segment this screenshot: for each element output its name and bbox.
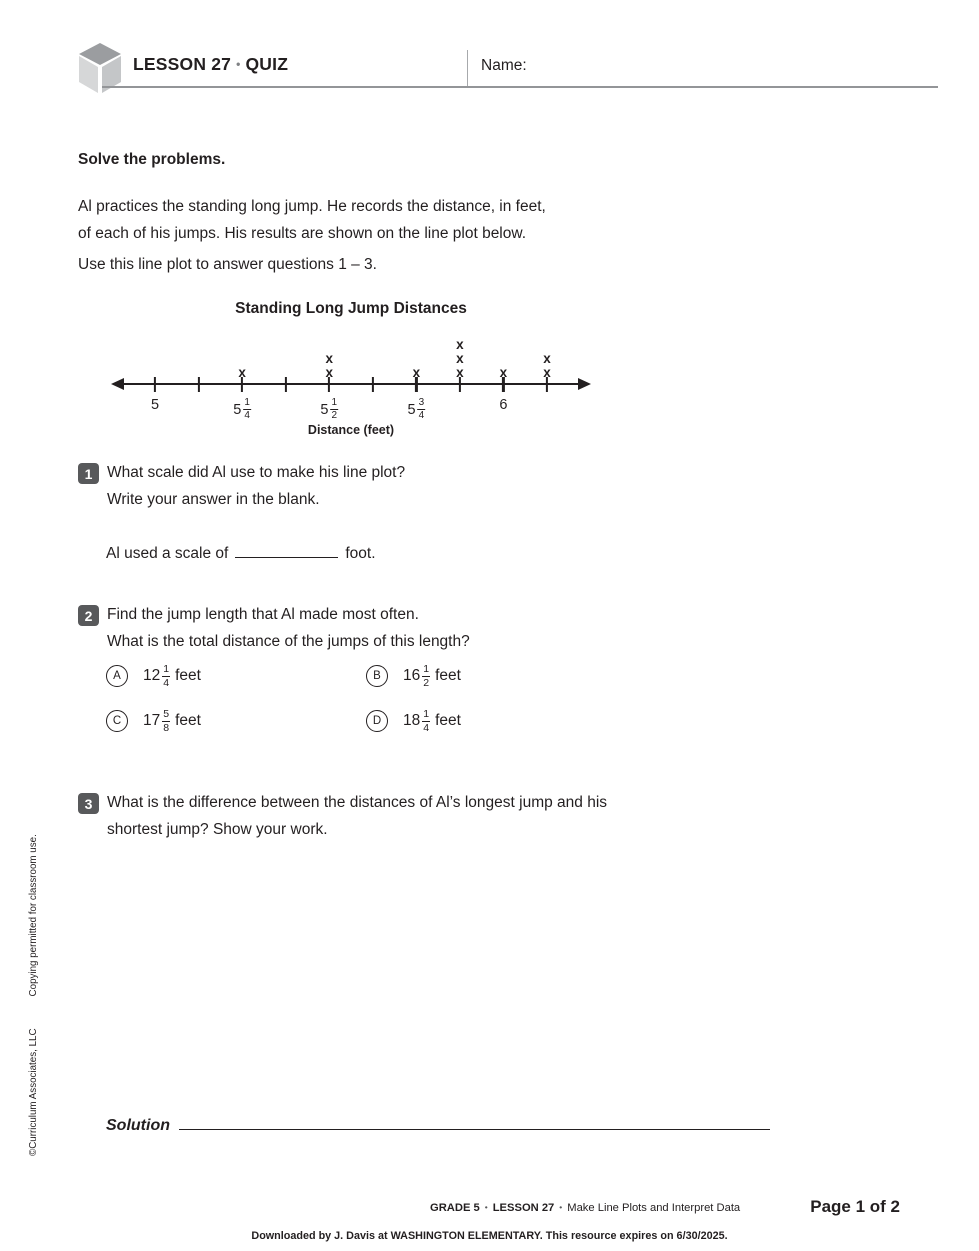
footer-grade: GRADE 5: [430, 1202, 480, 1214]
header-divider: [467, 50, 468, 87]
footer-bullet-icon: •: [484, 1201, 488, 1212]
axis-tick: [154, 377, 156, 392]
plot-title: Standing Long Jump Distances: [235, 300, 467, 317]
fraction-numerator: 3: [418, 397, 425, 408]
x-mark-stack: [543, 352, 551, 380]
question-3: [78, 790, 607, 843]
choice-a-value: 12 $\frac{1}{4}$ feet: [143, 663, 201, 689]
tick-label-whole: 5: [407, 401, 416, 418]
choice-b-letter[interactable]: B: [366, 665, 388, 687]
choice-c[interactable]: [106, 708, 201, 734]
footer-topic: Make Line Plots and Interpret Data: [567, 1202, 741, 1214]
question-2-text: [107, 602, 470, 655]
x-mark-stack: [238, 366, 246, 380]
lesson-quiz-title: [133, 54, 288, 75]
x-mark: x: [543, 351, 551, 366]
x-mark: x: [499, 365, 508, 380]
tick-label-whole: 6: [499, 397, 508, 413]
copyright-text: ©Curriculum Associates, LLC: [28, 1028, 39, 1156]
left-arrow-icon: [111, 378, 124, 390]
choice-b[interactable]: [366, 663, 461, 689]
tick-label: [408, 397, 426, 422]
x-mark: x: [412, 365, 421, 380]
tick-label: [499, 397, 507, 413]
footer-bullet-icon: •: [559, 1201, 563, 1212]
choice-c-letter[interactable]: C: [106, 710, 128, 732]
solution-row: [106, 1112, 770, 1135]
x-mark-stack: [456, 338, 464, 380]
intro-line-2: of each of his jumps. His results are shown on the line plot below.: [78, 224, 527, 242]
question-1-line-2: Write your answer in the blank.: [107, 490, 320, 508]
tick-label-fraction: [330, 397, 338, 422]
section-heading: Solve the problems.: [78, 151, 226, 168]
question-2: [78, 602, 470, 655]
fraction-numerator: 1: [331, 397, 338, 408]
question-2-line-1: Find the jump length that Al made most often.: [107, 606, 419, 623]
answer-prefix: Al used a scale of: [106, 545, 229, 562]
fraction-denominator: 2: [331, 410, 338, 421]
tick-label-fraction: [243, 397, 251, 422]
tick-label: [151, 397, 159, 413]
fraction-denominator: 4: [418, 410, 425, 421]
permission-text: Copying permitted for classroom use.: [28, 834, 39, 997]
x-mark: x: [325, 351, 333, 366]
axis-label: Distance (feet): [307, 423, 395, 437]
solution-write-line[interactable]: [179, 1112, 770, 1130]
question-3-line-2: shortest jump? Show your work.: [107, 820, 328, 838]
copyright-sidebar: [28, 834, 39, 1156]
name-write-area[interactable]: [540, 50, 938, 86]
choice-d-value: 18 $\frac{1}{4}$ feet: [403, 708, 461, 734]
tick-label-fraction: [418, 397, 426, 422]
tick-label: [320, 397, 338, 422]
question-1-text: [107, 460, 405, 513]
intro-paragraph: [78, 194, 546, 247]
question-2-number-badge: 2: [78, 605, 99, 626]
bullet-separator-icon: •: [236, 57, 241, 71]
number-line-axis: [122, 383, 580, 385]
x-mark-stack: [325, 352, 333, 380]
right-arrow-icon: [578, 378, 591, 390]
question-3-text: [107, 790, 607, 843]
answer-suffix: foot.: [345, 545, 376, 562]
x-mark-stack: [500, 366, 508, 380]
axis-tick: [285, 377, 287, 392]
lesson-number: LESSON 27: [133, 54, 232, 74]
question-3-number-badge: 3: [78, 793, 99, 814]
question-1-line-1: What scale did Al use to make his line plot?: [107, 464, 406, 481]
answer-blank[interactable]: [235, 541, 338, 558]
question-2-line-2: What is the total distance of the jumps of this length?: [107, 632, 470, 650]
tick-label-whole: 5: [320, 401, 329, 418]
footer-lesson: LESSON 27: [492, 1202, 555, 1214]
x-mark: x: [325, 365, 333, 380]
footer-breadcrumb: [430, 1202, 740, 1214]
header-rule: [102, 86, 938, 88]
x-mark: x: [543, 365, 551, 380]
intro-line-1: Al practices the standing long jump. He records the distance, in feet,: [78, 198, 546, 215]
tick-label: [233, 397, 251, 422]
question-1: [78, 460, 405, 513]
choice-a[interactable]: [106, 663, 201, 689]
x-mark: x: [456, 337, 464, 352]
show-work-area[interactable]: [106, 855, 806, 1100]
axis-tick: [372, 377, 374, 392]
tick-label-whole: 5: [233, 401, 242, 418]
choice-d[interactable]: [366, 708, 461, 734]
choice-c-value: 17 $\frac{5}{8}$ feet: [143, 708, 201, 734]
x-mark: x: [456, 365, 464, 380]
solution-label: Solution: [106, 1117, 170, 1134]
question-1-number-badge: 1: [78, 463, 99, 484]
line-plot: [115, 296, 587, 448]
plot-instruction: Use this line plot to answer questions 1 – 3.: [78, 256, 377, 273]
question-1-answer-sentence: [106, 541, 376, 563]
fraction-numerator: 1: [244, 397, 250, 408]
choice-d-letter[interactable]: D: [366, 710, 388, 732]
choice-b-value: 16 $\frac{1}{2}$ feet: [403, 663, 461, 689]
name-label: Name:: [481, 57, 527, 74]
page-indicator: Page 1 of 2: [810, 1197, 900, 1216]
choice-a-letter[interactable]: A: [106, 665, 128, 687]
axis-tick: [197, 377, 199, 392]
question-3-line-1: What is the difference between the distances of Al’s longest jump and his: [107, 794, 608, 811]
fraction-denominator: 4: [244, 410, 250, 421]
tick-label-whole: 5: [150, 397, 160, 413]
quiz-label: QUIZ: [245, 54, 289, 74]
x-mark: x: [238, 365, 246, 380]
x-mark: x: [456, 351, 464, 366]
x-mark-stack: [413, 366, 421, 380]
download-notice: Downloaded by J. Davis at WASHINGTON ELEMENTARY. This resource expires on 6/30/2025.: [251, 1230, 728, 1242]
